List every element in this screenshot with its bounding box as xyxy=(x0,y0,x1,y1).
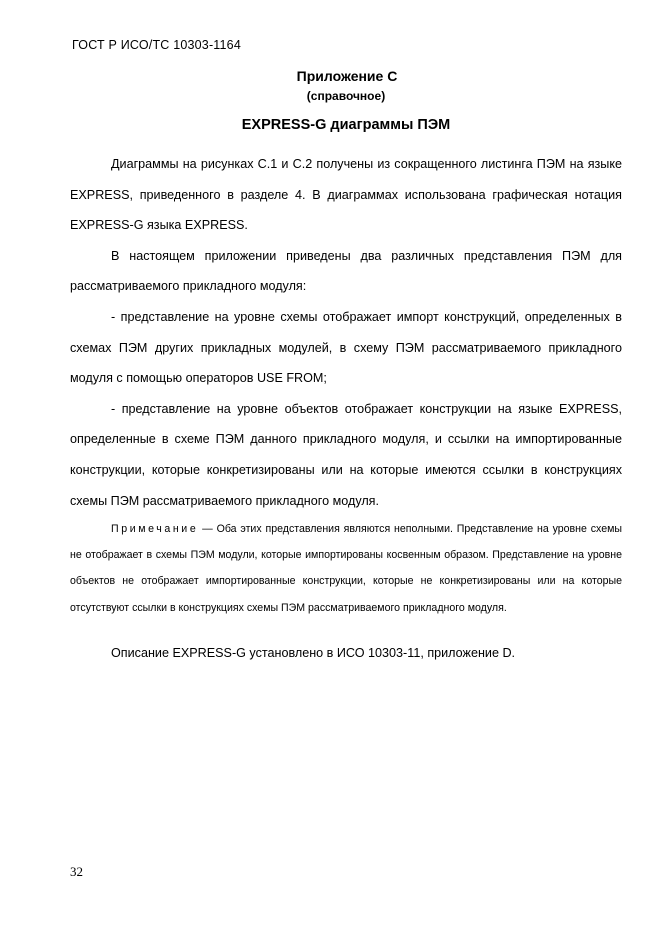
note-paragraph xyxy=(70,516,622,621)
page-number: 32 xyxy=(70,864,83,879)
appendix-subtitle: (справочное) xyxy=(306,89,386,103)
note-block xyxy=(70,516,622,621)
standard-code-header: ГОСТ Р ИСО/ТС 10303-1164 xyxy=(72,38,241,52)
note-text: Оба этих представления являются неполными. Представление на уровне схемы не отображает в схемы ПЭМ модули, которые импортированы косвенным образом. Представление на уровне объектов не отображает импортированные конструкции, которые не конкретизированы или на которые отсутствуют ссылки в конструкциях схемы ПЭМ рассматриваемого прикладного модуля. xyxy=(70,523,622,614)
body-text xyxy=(70,149,622,516)
paragraph-diagrams-intro: Диаграммы на рисунках С.1 и С.2 получены из сокращенного листинга ПЭМ на языке EXPRESS, приведенного в разделе 4. В диаграммах использована графическая нотация EXPRESS-G языка EXPRESS. xyxy=(70,157,622,233)
paragraph-express-g-reference: Описание EXPRESS-G установлено в ИСО 10303-11, приложение D. xyxy=(111,646,516,660)
paragraph-representations: В настоящем приложении приведены два различных представления ПЭМ для рассматриваемого прикладного модуля: xyxy=(70,248,622,294)
list-item-entity-level: - представление на уровне объектов отображает конструкции на языке EXPRESS, определенные в схеме ПЭМ данного прикладного модуля, и ссылки на импортированные конструкции, которые конкретизированы или на которые имеются ссылки в конструкциях схемы ПЭМ рассматриваемого прикладного модуля. xyxy=(70,401,622,508)
note-label: Примечание xyxy=(111,523,199,535)
list-item-schema-level: - представление на уровне схемы отображает импорт конструкций, определенных в схемах ПЭМ других прикладных модулей, в схему ПЭМ рассматриваемого прикладного модуля с помощью операторов USE FROM; xyxy=(70,309,622,386)
appendix-title: Приложение С xyxy=(296,68,398,84)
section-title: EXPRESS-G диаграммы ПЭМ xyxy=(241,117,451,133)
note-dash: — xyxy=(202,523,213,535)
